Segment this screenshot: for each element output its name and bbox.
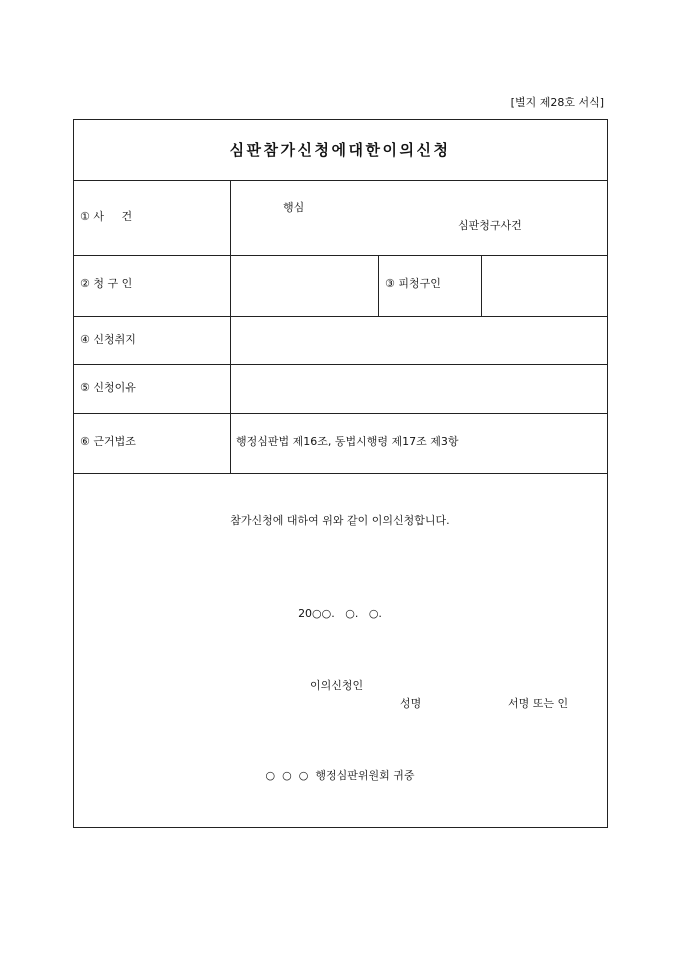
- case-suffix: 심판청구사건: [458, 219, 522, 232]
- row-divider-legal-basis: [73, 473, 607, 474]
- row-divider-reason: [73, 413, 607, 414]
- legal-basis-value: 행정심판법 제16조, 동법시행령 제17조 제3항: [236, 435, 459, 448]
- reason-value-cell: [231, 365, 606, 412]
- form-title: 심판참가신청에대한이의신청: [229, 141, 451, 159]
- addressee: ○ ○ ○ 행정심판위원회 귀중: [265, 769, 415, 782]
- purpose-label: ④ 신청취지: [80, 333, 136, 346]
- column-divider-respondent-label: [378, 255, 379, 316]
- purpose-value-cell: [231, 317, 606, 363]
- claimant-value-cell: [231, 256, 377, 315]
- respondent-value-cell: [482, 256, 606, 315]
- claimant-label: ② 청 구 인: [80, 277, 133, 290]
- name-label: 성명: [400, 697, 422, 710]
- reason-label: ⑤ 신청이유: [80, 381, 136, 394]
- applicant-label: 이의신청인: [310, 679, 364, 692]
- row-divider-title: [73, 180, 607, 181]
- declaration-statement: 참가신청에 대하여 위와 같이 이의신청합니다.: [230, 514, 450, 527]
- declaration-date: 20○○. ○. ○.: [298, 607, 382, 620]
- case-prefix: 행심: [283, 201, 305, 214]
- respondent-label: ③ 피청구인: [385, 277, 441, 290]
- case-label: ① 사 건: [80, 210, 133, 223]
- form-number-label: [별지 제28호 서식]: [510, 96, 604, 109]
- legal-basis-label: ⑥ 근거법조: [80, 435, 136, 448]
- signature-label: 서명 또는 인: [508, 697, 569, 710]
